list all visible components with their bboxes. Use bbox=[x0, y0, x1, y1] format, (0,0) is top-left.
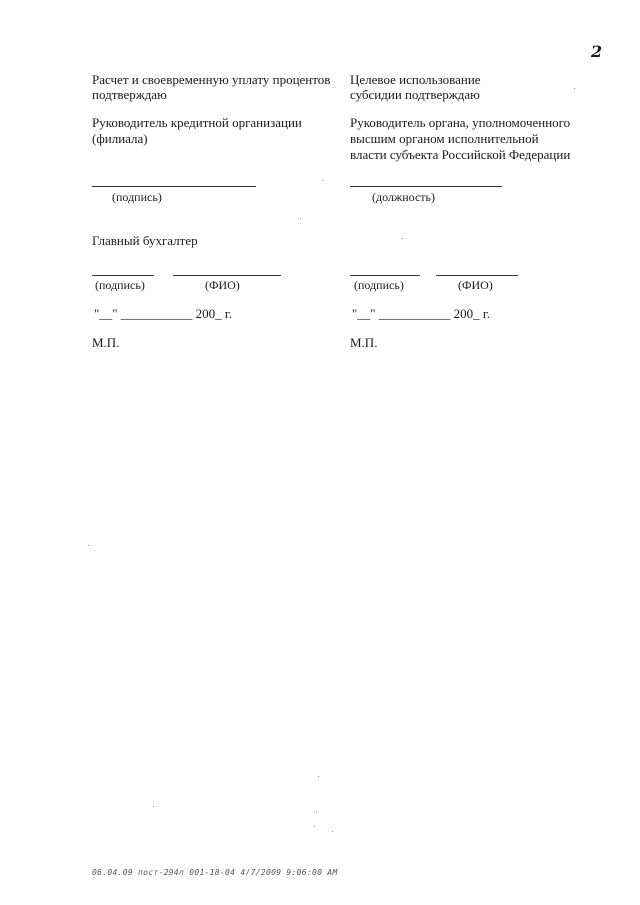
right-stamp: М.П. bbox=[350, 335, 378, 350]
page-number: 2 bbox=[591, 42, 603, 61]
accountant-fio-line bbox=[173, 275, 281, 276]
right-position-label: (должность) bbox=[372, 190, 435, 204]
right-fio-label: (ФИО) bbox=[458, 278, 493, 292]
scan-speck bbox=[314, 826, 315, 827]
scan-speck bbox=[300, 218, 301, 219]
scan-speck bbox=[88, 545, 89, 546]
scan-speck bbox=[574, 88, 575, 89]
accountant-fio-label: (ФИО) bbox=[205, 278, 240, 292]
right-head-title-line1: Руководитель органа, уполномоченного bbox=[350, 115, 571, 130]
left-heading-line1: Расчет и своевременную уплату процентов bbox=[92, 72, 331, 87]
scan-speck bbox=[402, 238, 403, 239]
right-position-line bbox=[350, 186, 502, 187]
left-signature-line bbox=[92, 186, 256, 187]
document-footer: 06.04.09 пост-294п 001-18-04 4/7/2009 9:06:00 AM bbox=[92, 868, 338, 877]
right-heading-line1: Целевое использование bbox=[350, 72, 481, 87]
right-head-title-line3: власти субъекта Российской Федерации bbox=[350, 147, 571, 162]
right-signature-line bbox=[350, 275, 420, 276]
scan-speck bbox=[316, 812, 317, 813]
accountant-signature-line bbox=[92, 275, 154, 276]
left-date: "__" ___________ 200_ г. bbox=[94, 306, 232, 321]
scan-speck bbox=[322, 180, 323, 181]
scan-speck bbox=[153, 806, 154, 807]
chief-accountant-label: Главный бухгалтер bbox=[92, 233, 198, 248]
left-head-title-line1: Руководитель кредитной организации bbox=[92, 115, 302, 130]
accountant-signature-label: (подпись) bbox=[95, 278, 145, 292]
left-head-title-line2: (филиала) bbox=[92, 131, 148, 146]
scan-speck bbox=[318, 776, 319, 777]
left-heading-line2: подтверждаю bbox=[92, 87, 167, 102]
right-date: "__" ___________ 200_ г. bbox=[352, 306, 490, 321]
right-head-title-line2: высшим органом исполнительной bbox=[350, 131, 539, 146]
right-heading-line2: субсидии подтверждаю bbox=[350, 87, 480, 102]
left-stamp: М.П. bbox=[92, 335, 120, 350]
right-signature-label: (подпись) bbox=[354, 278, 404, 292]
scan-speck bbox=[332, 831, 333, 832]
right-fio-line bbox=[436, 275, 518, 276]
left-signature-label: (подпись) bbox=[112, 190, 162, 204]
